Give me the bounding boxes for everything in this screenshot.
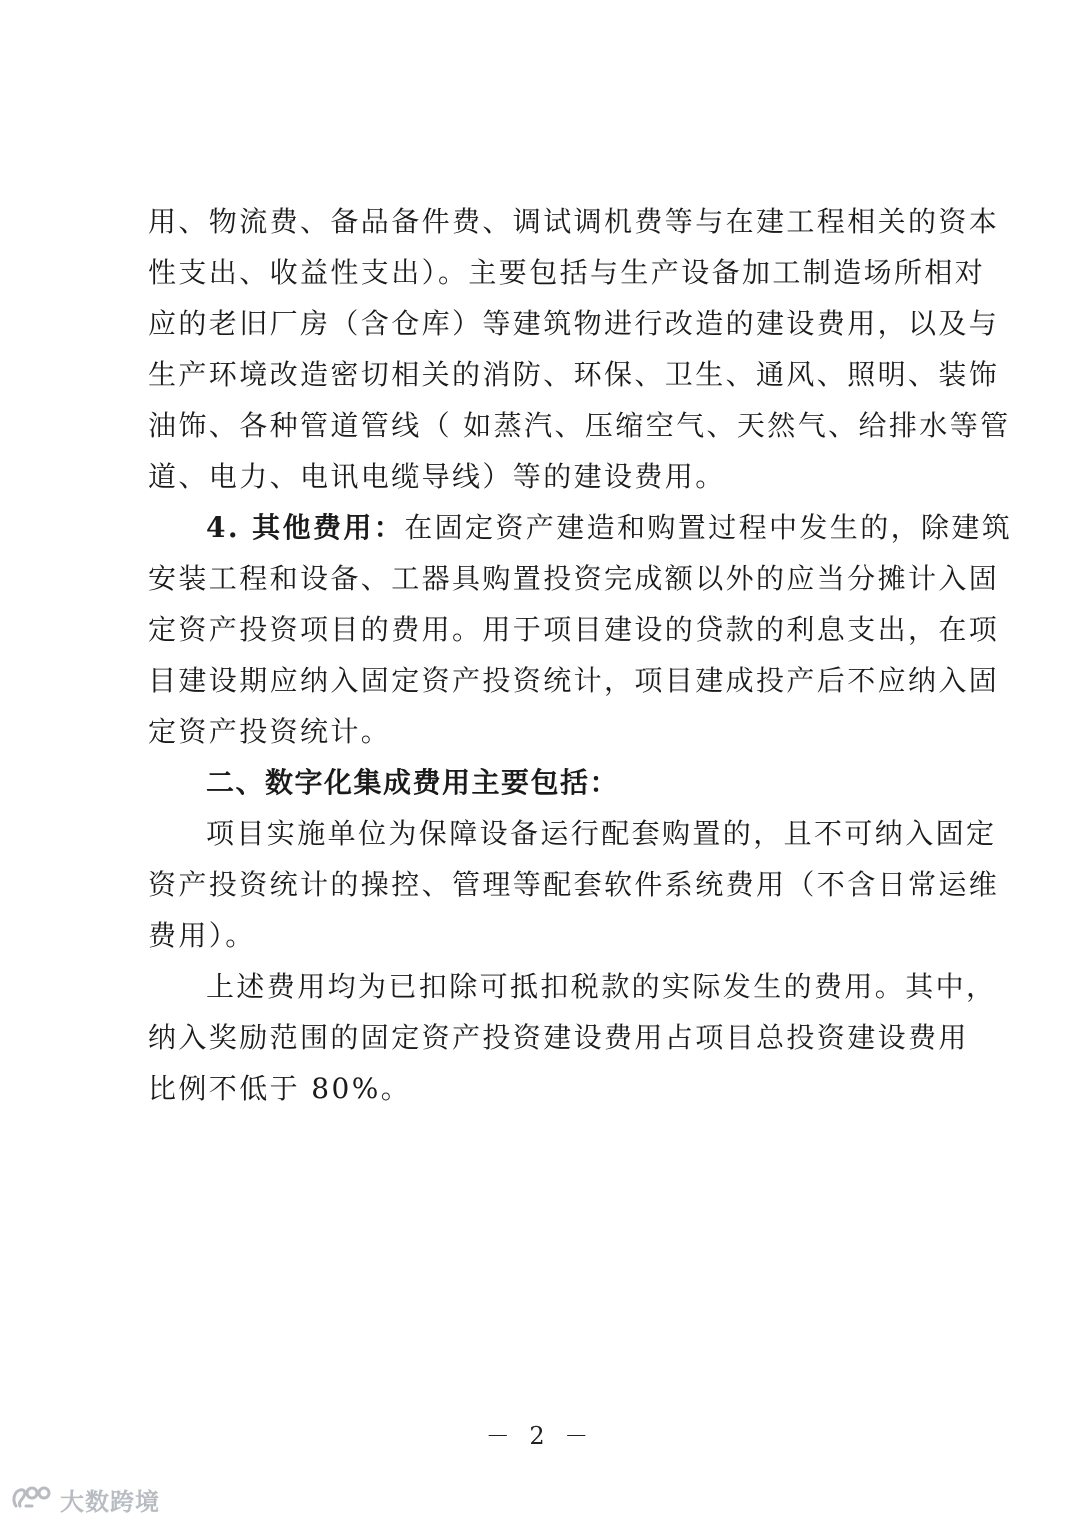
text-line: 比例不低于 80%。 — [148, 1072, 412, 1105]
document-body — [148, 196, 1013, 1114]
text-line: 上述费用均为已扣除可抵扣税款的实际发生的费用。其中， — [206, 970, 997, 1003]
text-line: 定资产投资统计。 — [148, 715, 392, 748]
section-heading: 二、数字化集成费用主要包括： — [206, 766, 620, 799]
watermark — [10, 1482, 160, 1516]
item4-first-line-text: 在固定资产建造和购置过程中发生的，除建筑 — [404, 511, 1013, 544]
text-line: 费用）。 — [148, 919, 256, 952]
text-line: 资产投资统计的操控、管理等配套软件系统费用（不含日常运维 — [148, 868, 1000, 901]
page-number: － 2 － — [485, 1422, 595, 1450]
watermark-logo-icon — [10, 1484, 54, 1514]
text-line: 用、物流费、备品备件费、调试调机费等与在建工程相关的资本 — [148, 205, 1000, 238]
text-line: 定资产投资项目的费用。用于项目建设的贷款的利息支出，在项 — [148, 613, 1000, 646]
text-line: 安装工程和设备、工器具购置投资完成额以外的应当分摊计入固 — [148, 562, 1000, 595]
text-line: 项目实施单位为保障设备运行配套购置的，且不可纳入固定 — [206, 817, 997, 850]
item4-first-line — [148, 502, 1013, 553]
watermark-text: 大数跨境 — [60, 1487, 160, 1516]
text-line: 性支出、收益性支出）。主要包括与生产设备加工制造场所相对 — [148, 256, 986, 289]
text-line: 生产环境改造密切相关的消防、环保、卫生、通风、照明、装饰 — [148, 358, 1000, 391]
text-line: 目建设期应纳入固定资产投资统计，项目建成投产后不应纳入固 — [148, 664, 1000, 697]
text-line: 油饰、各种管道管线（ 如蒸汽、压缩空气、天然气、给排水等管 — [148, 409, 1011, 442]
text-line: 道、电力、电讯电缆导线）等的建设费用。 — [148, 460, 726, 493]
item4-label: 4. 其他费用： — [206, 511, 405, 544]
text-line: 应的老旧厂房（含仓库）等建筑物进行改造的建设费用，以及与 — [148, 307, 1000, 340]
text-line: 纳入奖励范围的固定资产投资建设费用占项目总投资建设费用 — [148, 1021, 969, 1054]
